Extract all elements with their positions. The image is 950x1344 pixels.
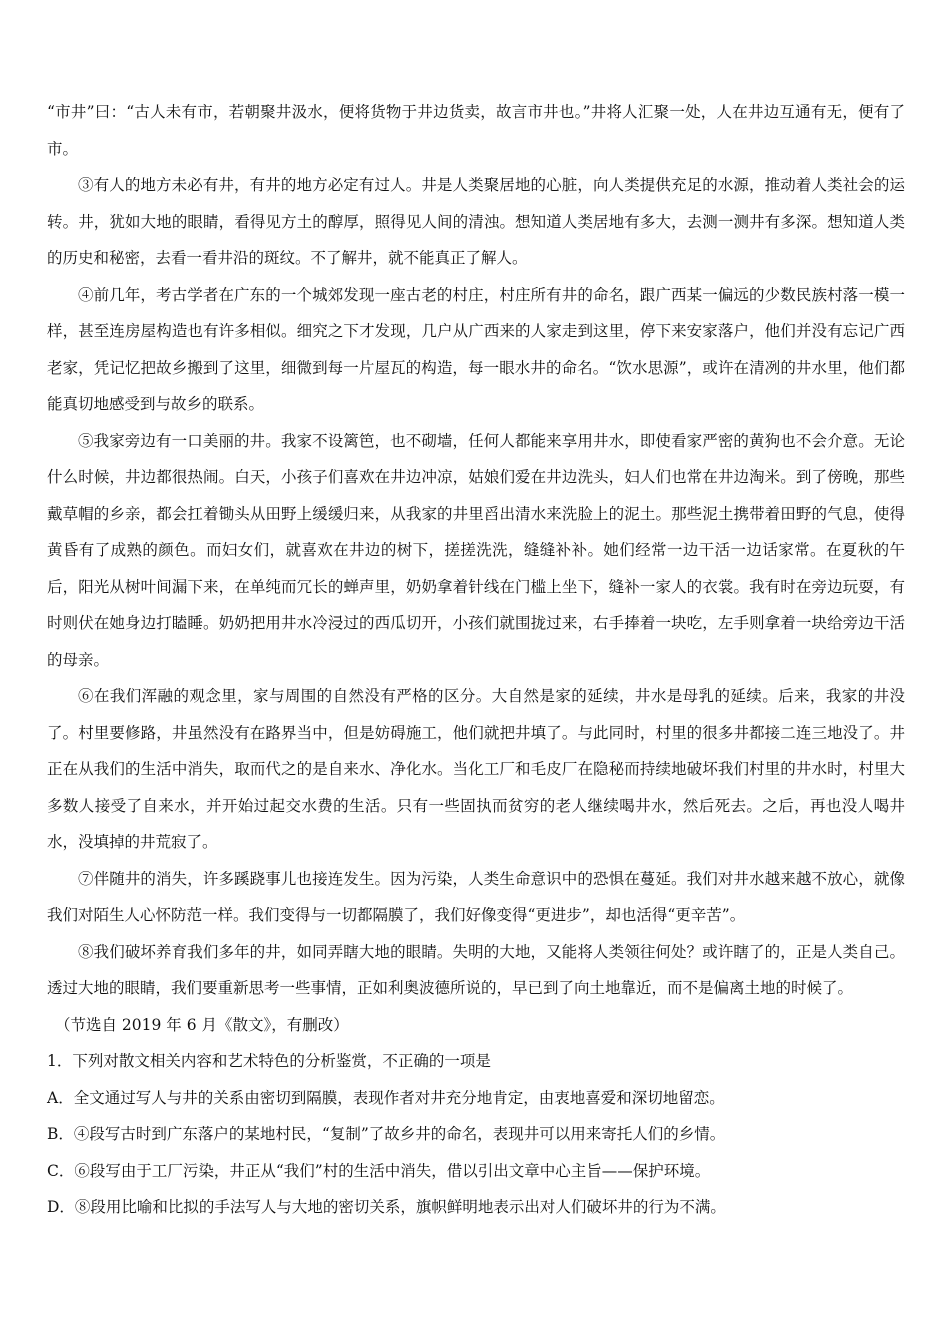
- paragraph-7: ⑦伴随井的消失，许多蹊跷事儿也接连发生。因为污染，人类生命意识中的恐惧在蔓延。我们对井水越来越不放心，就像我们对陌生人心怀防范一样。我们变得与一切都隔膜了，我们好像变得“更进步”，却也活得“更辛苦”。: [47, 869, 905, 924]
- paragraph-5: ⑤我家旁边有一口美丽的井。我家不设篱笆，也不砌墙，任何人都能来享用井水，即使看家严密的黄狗也不会介意。无论什么时候，井边都很热闹。白天，小孩子们喜欢在井边冲凉，姑娘们爱在井边洗头，妇人们也常在井边淘米。到了傍晚，那些戴草帽的乡亲，都会扛着锄头从田野上缓缓归来，从我家的井里舀出清水来洗脸上的泥土。那些泥土携带着田野的气息，使得黄昏有了成熟的颜色。而妇女们，就喜欢在井边的树下，搓搓洗洗，缝缝补补。她们经常一边干活一边话家常。在夏秋的午后，阳光从树叶间漏下来，在单纯而冗长的蝉声里，奶奶拿着针线在门槛上坐下，缝补一家人的衣裳。我有时在旁边玩耍，有时则伏在她身边打瞌睡。奶奶把用井水冷浸过的西瓜切开，小孩们就围拢过来，右手捧着一块吃，左手则拿着一块给旁边干活的母亲。: [47, 431, 905, 669]
- source-note: （节选自 2019 年 6 月《散文》，有删改）: [55, 1015, 349, 1034]
- option-a: A．全文通过写人与井的关系由密切到隔膜，表现作者对井充分地肯定，由衷地喜爱和深切地留恋。: [47, 1088, 725, 1107]
- paragraph-6: ⑥在我们浑融的观念里，家与周围的自然没有严格的区分。大自然是家的延续，井水是母乳的延续。后来，我家的井没了。村里要修路，井虽然没有在路界当中，但是妨碍施工，他们就把井填了。与此同时，村里的很多井都接二连三地没了。井正在从我们的生活中消失，取而代之的是自来水、净化水。当化工厂和毛皮厂在隐秘而持续地破坏我们村里的井水时，村里大多数人接受了自来水，并开始过起交水费的生活。只有一些固执而贫穷的老人继续喝井水，然后死去。之后，再也没人喝井水，没填掉的井荒寂了。: [47, 687, 905, 851]
- option-d: D．⑧段用比喻和比拟的手法写人与大地的密切关系，旗帜鲜明地表示出对人们破坏井的行为不满。: [47, 1198, 726, 1216]
- paragraph-8: ⑧我们破坏养育我们多年的井，如同弄瞎大地的眼睛。失明的大地，又能将人类领往何处？或许瞎了的，正是人类自己。透过大地的眼睛，我们要重新思考一些事情，正如利奥波德所说的，早已到了向土地靠近，而不是偏离土地的时候了。: [47, 942, 905, 997]
- document-page: [47, 94, 905, 1226]
- option-c: C．⑥段写由于工厂污染，井正从“我们”村的生活中消失，借以引出文章中心主旨——保护环境。: [47, 1161, 711, 1180]
- paragraph-3: ③有人的地方未必有井，有井的地方必定有过人。井是人类聚居地的心脏，向人类提供充足的水源，推动着人类社会的运转。井，犹如大地的眼睛，看得见方土的醇厚，照得见人间的清浊。想知道人类居地有多大，去测一测井有多深。想知道人类的历史和秘密，去看一看井沿的斑纹。不了解井，就不能真正了解人。: [47, 176, 905, 267]
- paragraph-continuation: “市井”曰：“古人未有市，若朝聚井汲水，便将货物于井边货卖，故言市井也。”井将人汇聚一处，人在井边互通有无，便有了市。: [47, 103, 905, 158]
- question-stem: 1．下列对散文相关内容和艺术特色的分析鉴赏，不正确的一项是: [47, 1052, 491, 1070]
- option-b: B．④段写古时到广东落户的某地村民，“复制”了故乡井的命名，表现井可以用来寄托人们的乡情。: [47, 1125, 726, 1143]
- paragraph-4: ④前几年，考古学者在广东的一个城郊发现一座古老的村庄，村庄所有井的命名，跟广西某一偏远的少数民族村落一模一样，甚至连房屋构造也有许多相似。细究之下才发现，几户从广西来的人家走到这里，停下来安家落户，他们并没有忘记广西老家，凭记忆把故乡搬到了这里，细微到每一片屋瓦的构造，每一眼水井的命名。“饮水思源”，或许在清冽的井水里，他们都能真切地感受到与故乡的联系。: [47, 285, 905, 413]
